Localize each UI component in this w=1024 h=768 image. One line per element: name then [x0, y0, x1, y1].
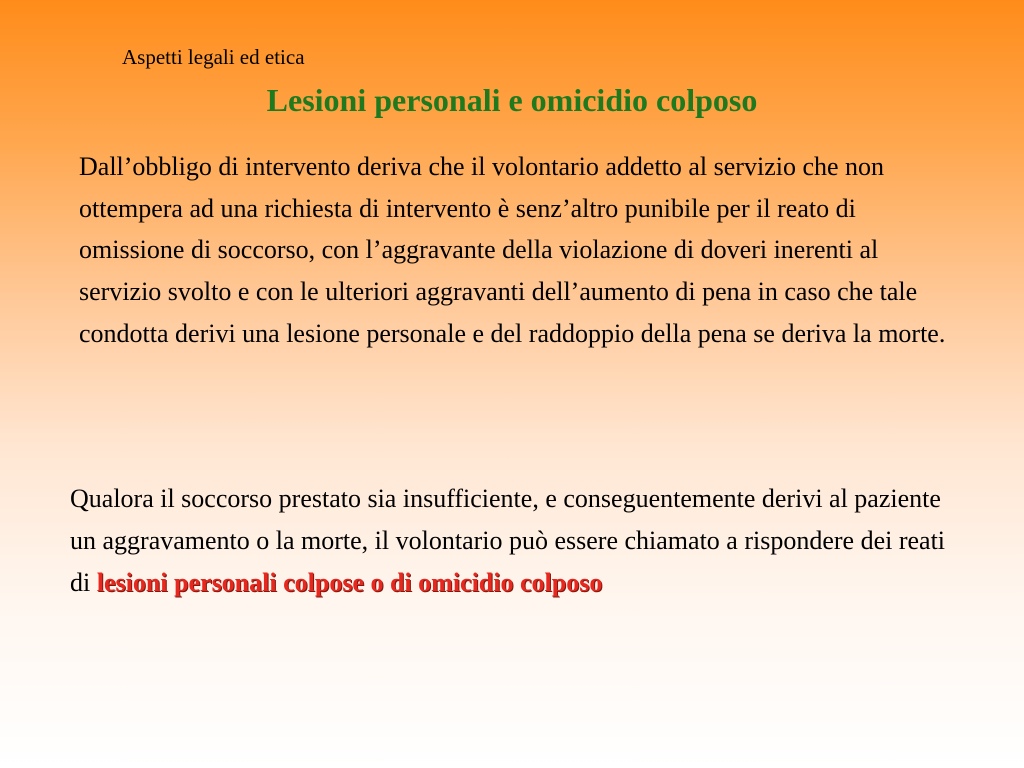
highlighted-offense: lesioni personali colpose o di omicidio colposo	[96, 568, 603, 597]
slide-title: Lesioni personali e omicidio colposo	[266, 82, 758, 118]
paragraph-omission: Dall’obbligo di intervento deriva che il volontario addetto al servizio che non ottempera ad una richiesta di intervento è senz’altro punibile per il reato di omissione di soccorso, con l’aggravante della violazione di doveri inerenti al servizio svolto e con le ulteriori aggravanti dell’aumento di pena in caso che tale condotta derivi una lesione personale e del raddoppio della pena se deriva la morte.	[79, 152, 946, 348]
slide-subtitle: Aspetti legali ed etica	[122, 45, 305, 69]
paragraph-insufficient-aid	[70, 478, 950, 604]
paragraph-insufficient-aid-text: Qualora il soccorso prestato sia insufficiente, e conseguentemente derivi al paziente un aggravamento o la morte, il volontario può essere chiamato a rispondere dei reati di	[70, 484, 946, 597]
